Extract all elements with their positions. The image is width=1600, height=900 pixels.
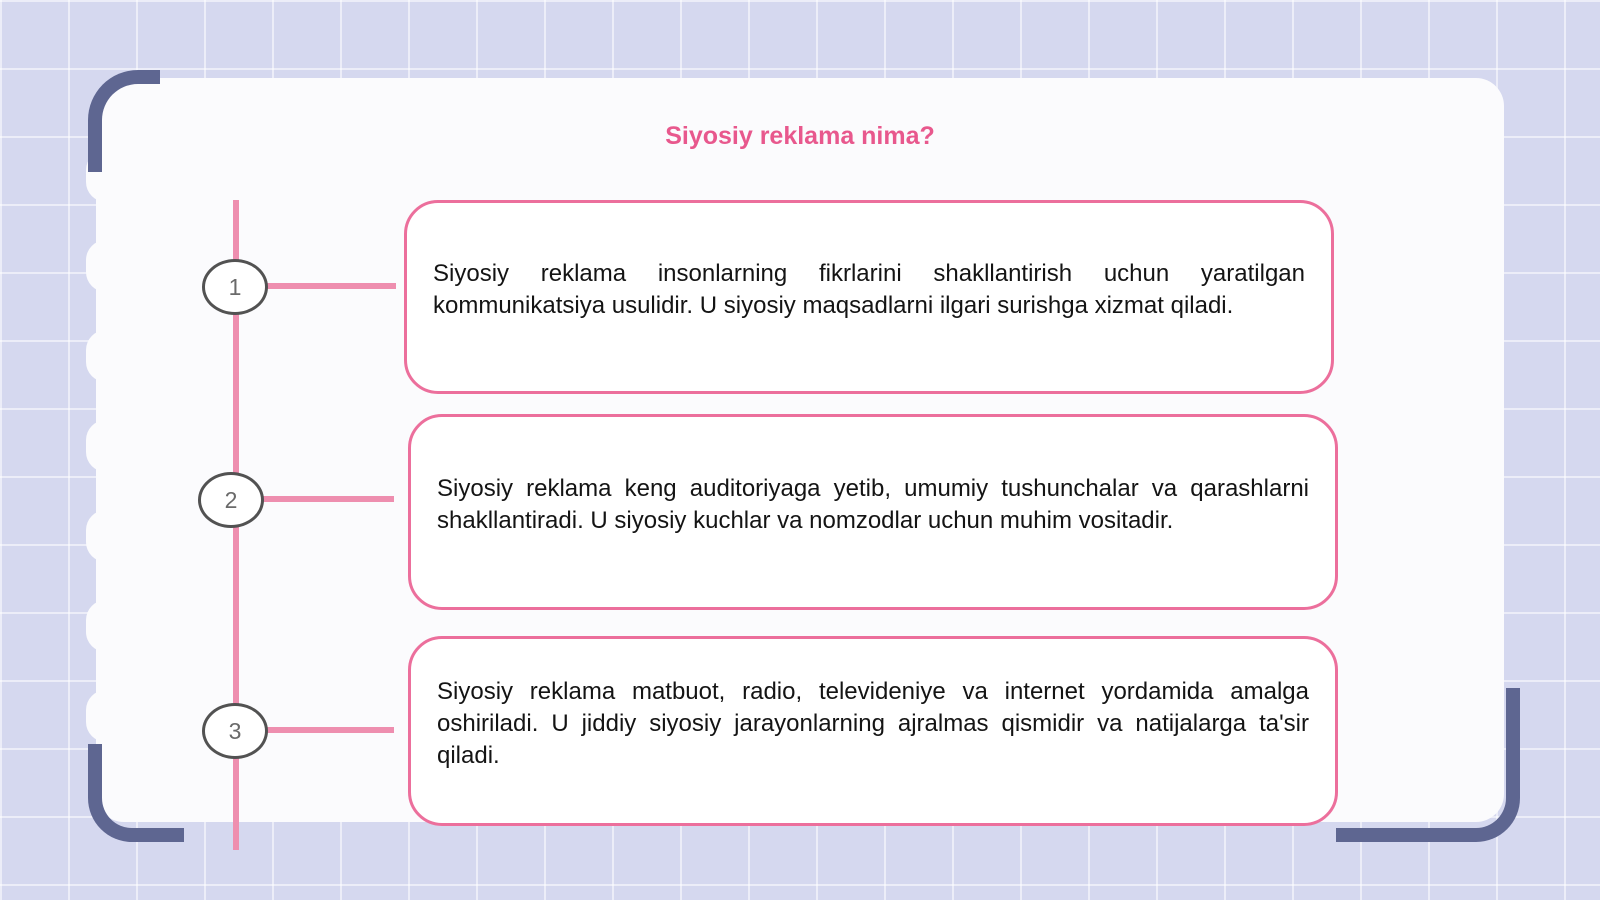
timeline-card-3 <box>408 636 1338 826</box>
paper-scallop <box>86 690 126 742</box>
corner-bracket-bottom-right <box>1336 688 1520 842</box>
timeline-text-3: Siyosiy reklama matbuot, radio, televideniye va internet yordamida amalga oshiriladi. U jiddiy siyosiy jarayonlarning ajralmas qismidir va natijalarga ta'sir qiladi. <box>437 678 1309 769</box>
slide-title: Siyosiy reklama nima? <box>665 122 935 150</box>
timeline-text-2: Siyosiy reklama keng auditoriyaga yetib, umumiy tushunchalar va qarashlarni shakllantiradi. U siyosiy kuchlar va nomzodlar uchun muhim vositadir. <box>437 475 1309 534</box>
timeline-connector-1 <box>266 283 396 289</box>
paper-scallop <box>86 240 126 292</box>
paper-scallop <box>86 420 126 472</box>
timeline-number-2: 2 <box>198 472 264 528</box>
paper-scallop <box>86 510 126 562</box>
timeline-connector-3 <box>266 727 394 733</box>
paper-scallop <box>86 330 126 382</box>
paper-scallop <box>86 600 126 652</box>
timeline-connector-2 <box>262 496 394 502</box>
timeline-number-1: 1 <box>202 259 268 315</box>
corner-bracket-bottom-left <box>88 744 184 842</box>
timeline-number-3: 3 <box>202 703 268 759</box>
timeline-card-1 <box>404 200 1334 394</box>
corner-bracket-top-left <box>88 70 160 172</box>
timeline-text-1: Siyosiy reklama insonlarning fikrlarini shakllantirish uchun yaratilgan kommunikatsiya usulidir. U siyosiy maqsadlarni ilgari surishga xizmat qiladi. <box>433 260 1305 319</box>
timeline-card-2 <box>408 414 1338 610</box>
